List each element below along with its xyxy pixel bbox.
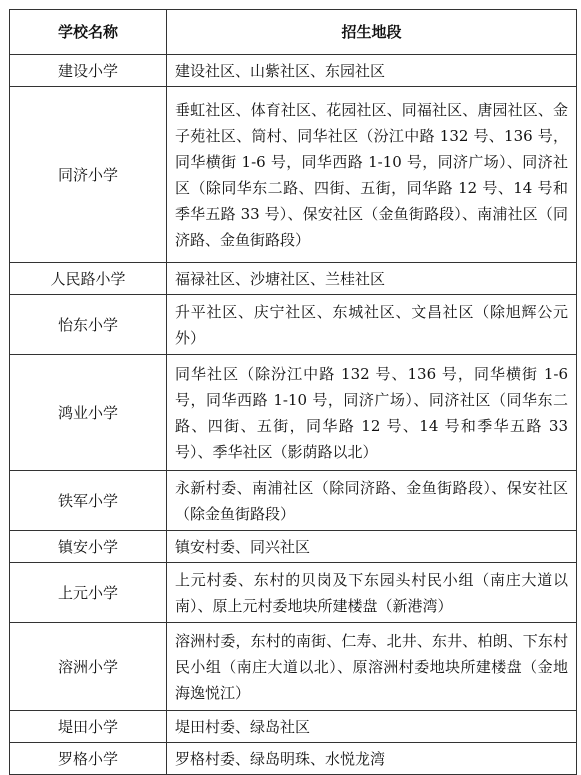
enrollment-area-cell: 升平社区、庆宁社区、东城社区、文昌社区（除旭辉公元外）: [167, 295, 577, 355]
school-name-cell: 铁军小学: [10, 471, 167, 531]
enrollment-area-cell: 镇安村委、同兴社区: [167, 531, 577, 563]
table-row: [10, 471, 577, 531]
table-row: [10, 295, 577, 355]
enrollment-area-cell: 上元村委、东村的贝岗及下东园头村民小组（南庄大道以南）、原上元村委地块所建楼盘（新港湾）: [167, 563, 577, 623]
school-name-cell: 同济小学: [10, 87, 167, 263]
table-row: [10, 355, 577, 471]
enrollment-area-cell: 垂虹社区、体育社区、花园社区、同福社区、唐园社区、金子苑社区、筒村、同华社区（汾江中路 132 号、136 号，同华横街 1-6 号，同华西路 1-10 号，同济广场）、同济社区（除同华东二路、四街、五街，同华路 12 号、14 号和季华五路 33 号）、保安社区（金鱼街路段）、南浦社区（同济路、金鱼街路段）: [167, 87, 577, 263]
table-row: [10, 743, 577, 775]
table-header-row: [10, 10, 577, 55]
enrollment-area-cell: 永新村委、南浦社区（除同济路、金鱼街路段）、保安社区（除金鱼街路段）: [167, 471, 577, 531]
table-row: [10, 263, 577, 295]
school-name-cell: 堤田小学: [10, 711, 167, 743]
school-name-cell: 人民路小学: [10, 263, 167, 295]
school-name-cell: 建设小学: [10, 55, 167, 87]
school-name-cell: 罗格小学: [10, 743, 167, 775]
school-name-cell: 鸿业小学: [10, 355, 167, 471]
school-name-cell: 镇安小学: [10, 531, 167, 563]
header-school-name: 学校名称: [10, 10, 167, 55]
enrollment-zone-table: [9, 9, 577, 775]
table-row: [10, 87, 577, 263]
table-row: [10, 55, 577, 87]
enrollment-area-cell: 堤田村委、绿岛社区: [167, 711, 577, 743]
enrollment-area-cell: 罗格村委、绿岛明珠、水悦龙湾: [167, 743, 577, 775]
school-name-cell: 怡东小学: [10, 295, 167, 355]
table-row: [10, 623, 577, 711]
table-row: [10, 531, 577, 563]
school-name-cell: 上元小学: [10, 563, 167, 623]
table-row: [10, 711, 577, 743]
enrollment-area-cell: 同华社区（除汾江中路 132 号、136 号，同华横街 1-6 号，同华西路 1-10 号，同济广场）、同济社区（同华东二路、四街、五街，同华路 12 号、14 号和季华五路 33 号）、季华社区（影荫路以北）: [167, 355, 577, 471]
enrollment-area-cell: 建设社区、山紫社区、东园社区: [167, 55, 577, 87]
header-enrollment-area: 招生地段: [167, 10, 577, 55]
enrollment-area-cell: 溶洲村委，东村的南街、仁寿、北井、东井、柏朗、下东村民小组（南庄大道以北）、原溶洲村委地块所建楼盘（金地海逸悦江）: [167, 623, 577, 711]
school-name-cell: 溶洲小学: [10, 623, 167, 711]
enrollment-area-cell: 福禄社区、沙塘社区、兰桂社区: [167, 263, 577, 295]
table-row: [10, 563, 577, 623]
